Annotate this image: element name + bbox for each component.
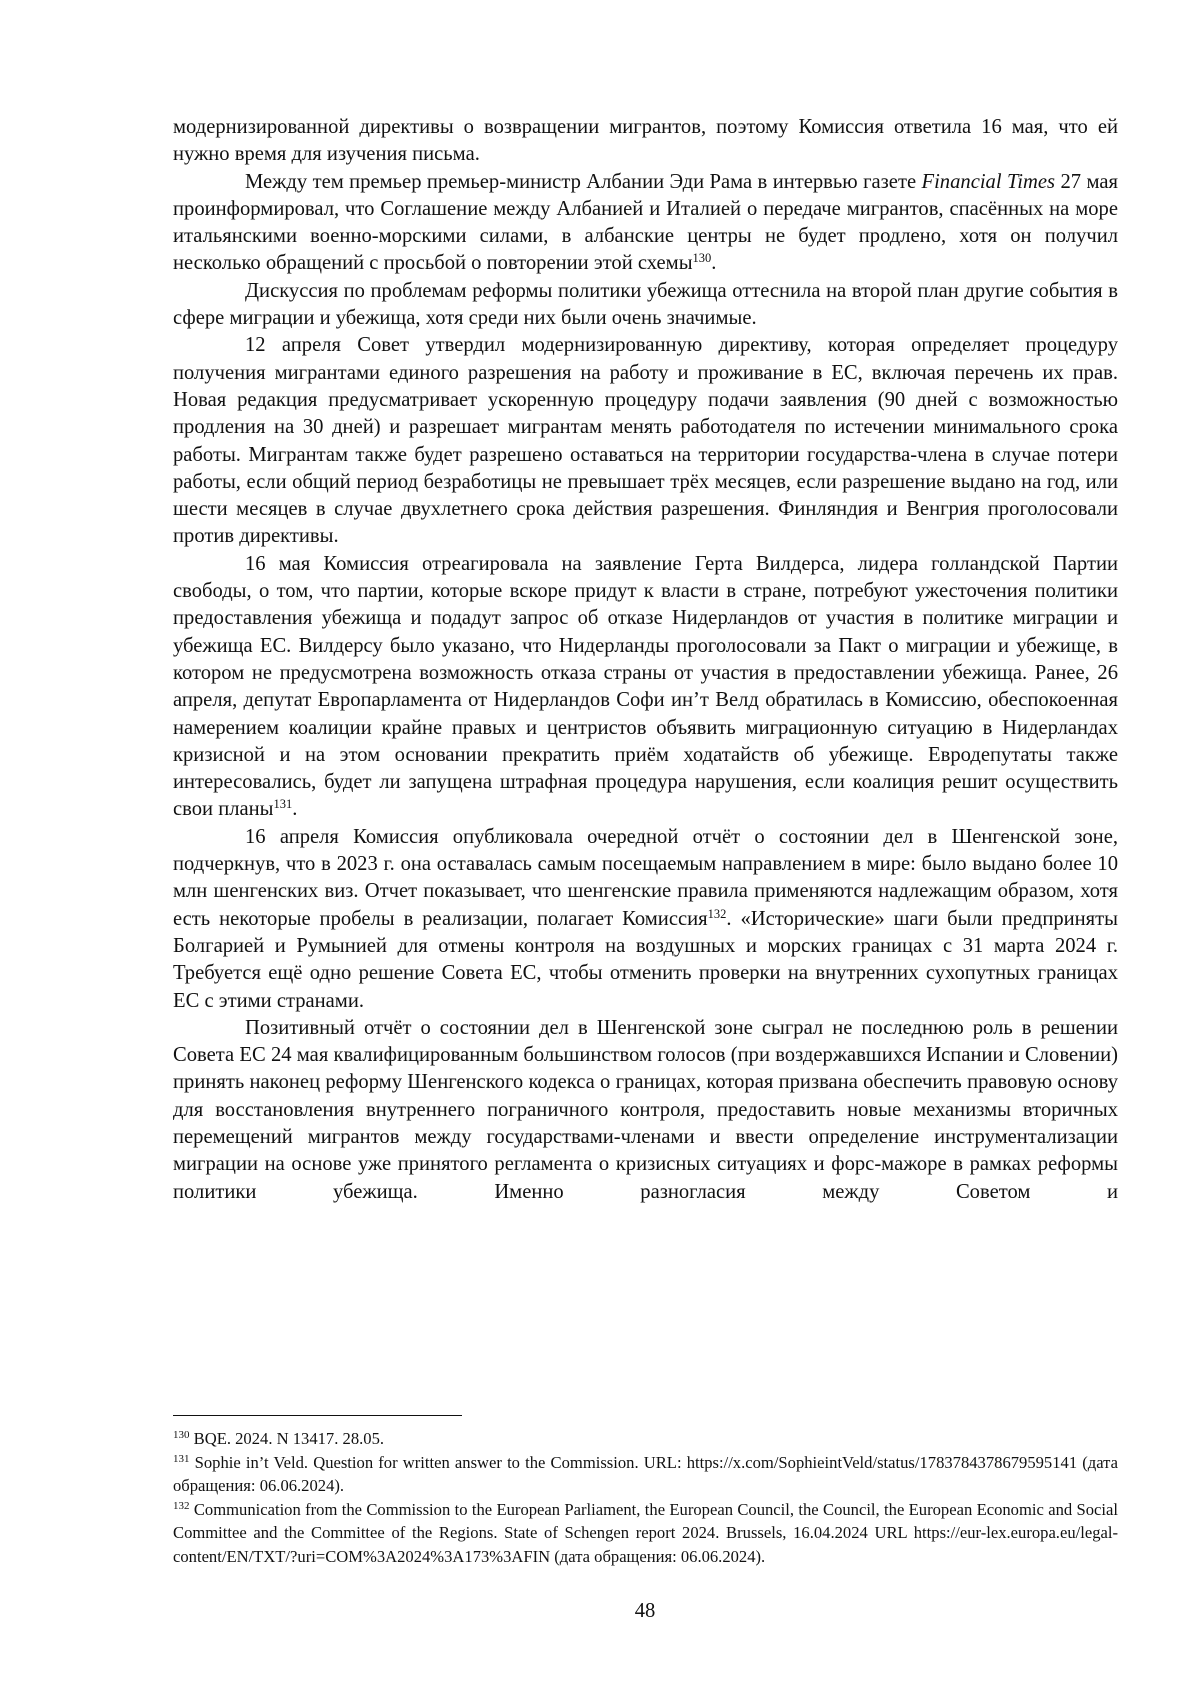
footnote-text: Communication from the Commission to the European Parliament, the European Council, the Council, the European Economic and Social Committee and the Committee of the Regions. State of Schengen report 2024. Brussels, 16.04.2024 URL https://eur-lex.europa.eu/legal-content/EN/TXT/?uri=COM%3A2024%3A173%3AFIN (дата обращения: 06.06.2024). [173,1499,1118,1566]
paragraph [173,551,1118,824]
paragraph-text: . [711,252,717,275]
footnote-number: 131 [173,1452,190,1465]
paragraph-text: Дискуссия по проблемам реформы политики убежища оттеснила на второй план другие события в сфере миграции и убежища, хотя среди них были очень значимые. [173,279,1118,330]
footnote [173,1427,1118,1451]
paragraph [173,1015,1118,1206]
paragraph [173,332,1118,550]
paragraph-text: . [292,798,298,821]
footnote-text: BQE. 2024. N 13417. 28.05. [189,1429,385,1448]
italic-text: Financial Times [921,170,1056,193]
footnote [173,1451,1118,1498]
footnote-number: 130 [173,1429,190,1441]
paragraph-text: Между тем премьер премьер-министр Албании Эди Рама в интервью газете [245,170,922,193]
paragraph [173,114,1118,169]
footnote [173,1498,1118,1569]
footnote-ref: 132 [707,906,727,921]
paragraph-text: модернизированной директивы о возвращении мигрантов, поэтому Комиссия ответила 16 мая, что ей нужно время для изучения письма. [173,116,1118,166]
footnote-ref: 131 [273,797,293,812]
footnote-separator [173,1415,462,1416]
paragraph [173,278,1118,333]
footnote-text: Sophie in’t Veld. Question for written answer to the Commission. URL: https://x.com/SophieintVeld/status/1783784378679595141 (дата обращения: 06.06.2024). [173,1452,1118,1496]
paragraph [173,824,1118,1015]
paragraph-text: . «Исторические» шаги были предприняты Болгарией и Румынией для отмены контроля на воздушных и морских границах с 31 марта 2024 г. Требуется ещё одно решение Совета ЕС, чтобы отменить проверки на внутренних сухопутных границах ЕС с этими странами. [173,907,1118,1012]
paragraph-text: 16 мая Комиссия отреагировала на заявление Герта Вилдерса, лидера голландской Партии свободы, о том, что партии, которые вскоре придут к власти в стране, потребуют ужесточения политики предоставления убежища и подадут запрос об отказе Нидерландов от участия в политике миграции и убежища ЕС. Вилдерсу было указано, что Нидерланды проголосовали за Пакт о миграции и убежище, в котором не предусмотрена возможность отказа страны от участия в предоставлении убежища. Ранее, 26 апреля, депутат Европарламента от Нидерландов Софи ин’т Велд обратилась в Комиссию, обеспокоенная намерением коалиции крайне правых и центристов объявить миграционную ситуацию в Нидерландах кризисной и на этом основании прекратить приём ходатайств об убежище. Евродепутаты также интересовались, будет ли запущена штрафная процедура нарушения, если коалиция решит осуществить свои планы [173,552,1118,821]
paragraph-text: 16 апреля Комиссия опубликовала очередной отчёт о состоянии дел в Шенгенской зоне, подчеркнув, что в 2023 г. она оставалась самым посещаемым направлением в мире: было выдано более 10 млн шенгенских виз. Отчет показывает, что шенгенские правила применяются надлежащим образом, хотя есть некоторые пробелы в реализации, полагает Комиссия [173,825,1118,930]
footnote-number: 132 [173,1499,190,1512]
footnotes [173,1427,1118,1569]
paragraph-text: Позитивный отчёт о состоянии дел в Шенгенской зоне сыграл не последнюю роль в решении Совета ЕС 24 мая квалифицированным большинством голосов (при воздержавшихся Испании и Словении) принять наконец реформу Шенгенского кодекса о границах, которая призвана обеспечить правовую основу для восстановления внутреннего пограничного контроля, предоставить новые механизмы вторичных перемещений мигрантов между государствами-членами и ввести определение инструментализации миграции на основе уже принятого регламента о кризисных ситуациях и форс-мажоре в рамках реформы политики убежища. Именно разногласия между Советом и [173,1016,1118,1203]
footnote-ref: 130 [692,251,712,266]
paragraph [173,169,1118,278]
paragraph-text: 12 апреля Совет утвердил модернизированную директиву, которая определяет процедуру получения мигрантами единого разрешения на работу и проживание в ЕС, включая перечень их прав. Новая редакция предусматривает ускоренную процедуру подачи заявления (90 дней с возможностью продления на 30 дней) и разрешает мигрантам менять работодателя по истечении минимального срока работы. Мигрантам также будет разрешено оставаться на территории государства-члена в случае потери работы, если общий период безработицы не превышает трёх месяцев, если разрешение выдано на год, или шести месяцев в случае двухлетнего срока действия разрешения. Финляндия и Венгрия проголосовали против директивы. [173,334,1118,548]
paragraph-text: 27 мая проинформировал, что Соглашение между Албанией и Италией о передаче мигрантов, спасённых на море итальянскими военно-морскими силами, в албанские центры не будет продлено, хотя он получил несколько обращений с просьбой о повторении этой схемы [173,170,1118,275]
main-text [173,114,1118,1206]
page-number: 48 [634,1600,656,1622]
